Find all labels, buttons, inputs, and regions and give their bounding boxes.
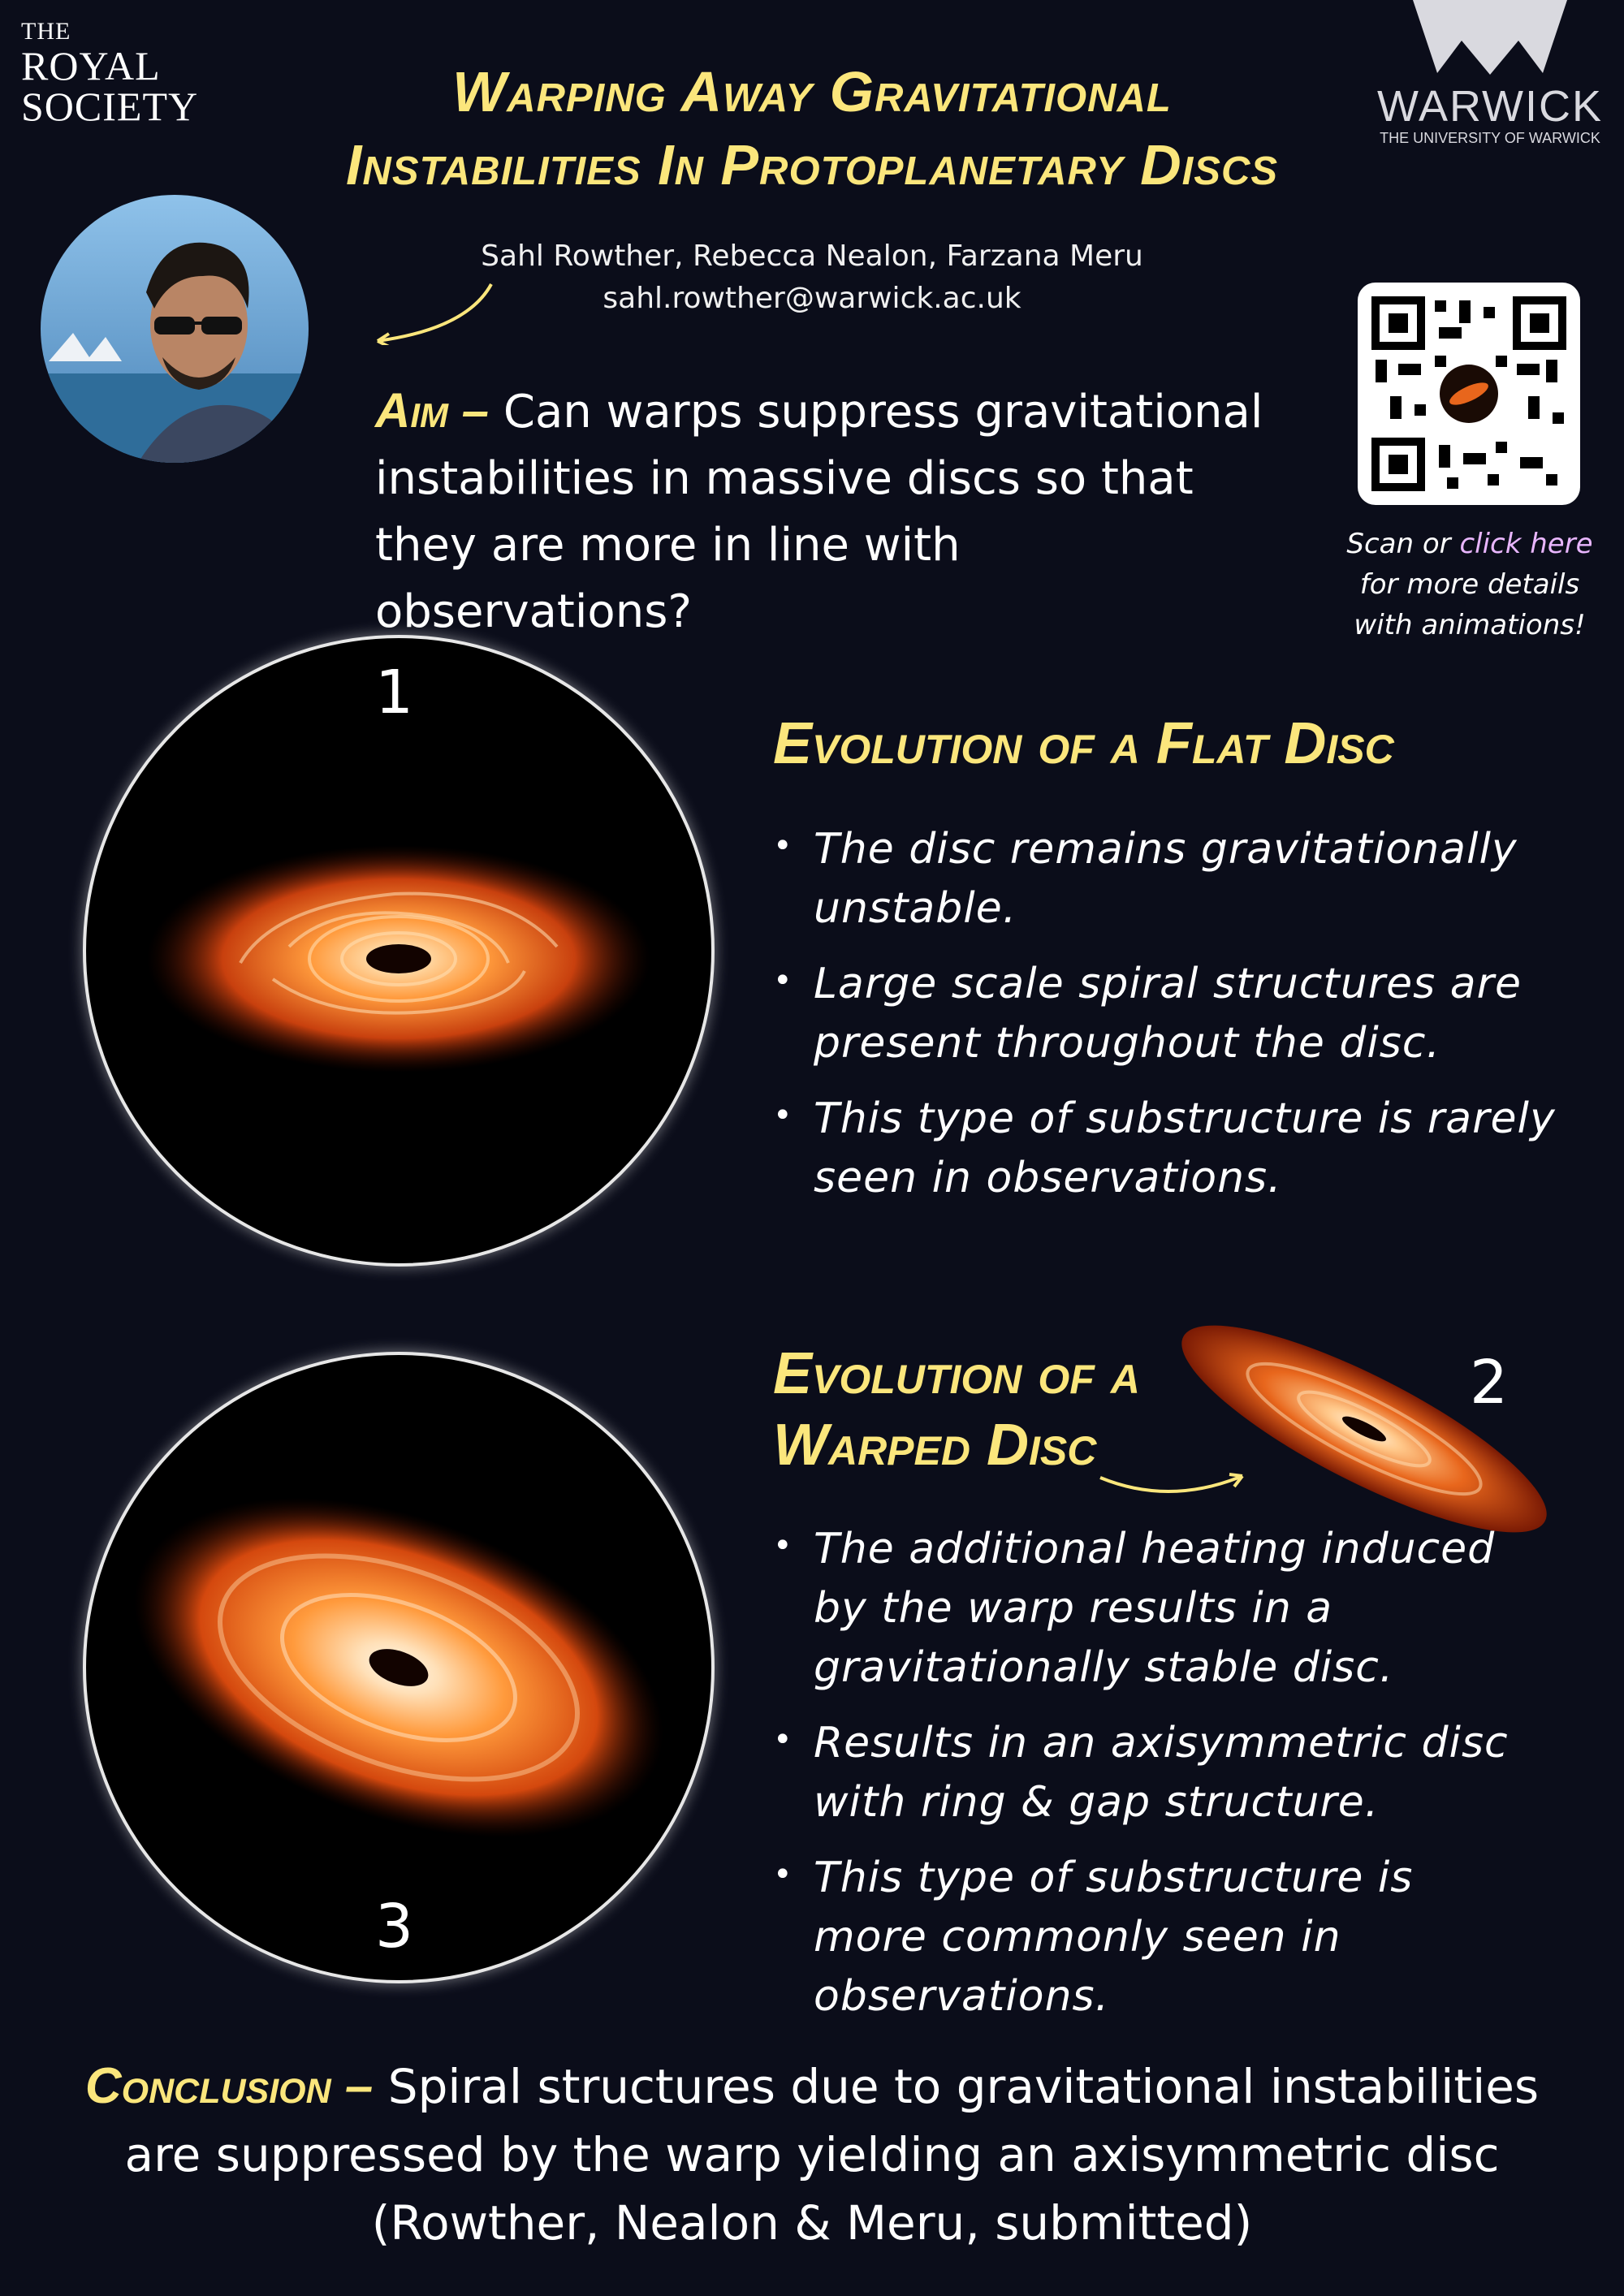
author-names: Sahl Rowther, Rebecca Nealon, Farzana Meru <box>481 240 1143 273</box>
figure-number-3: 3 <box>375 1892 414 1962</box>
scan-note <box>1340 524 1600 645</box>
royal-society-society: SOCIETY <box>21 84 199 129</box>
list-item: • Results in an axisymmetric disc with ring & gap structure. <box>773 1714 1536 1832</box>
warped-heading-line-2: Warped Disc <box>773 1413 1097 1478</box>
author-block <box>455 235 1169 320</box>
warwick-name: WARWICK <box>1377 82 1603 131</box>
author-email[interactable]: sahl.rowther@warwick.ac.uk <box>603 282 1021 315</box>
title-line-1: Warping Away Gravitational <box>452 60 1172 123</box>
arrow-to-photo-icon <box>369 280 499 345</box>
warped-heading-line-1: Evolution of a <box>773 1341 1140 1406</box>
warped-disc-heading <box>773 1338 1140 1481</box>
scan-line-3: with animations! <box>1354 609 1586 641</box>
aim-block <box>375 378 1268 645</box>
aim-text: Can warps suppress gravitational instabilities in massive discs so that they are more in line with observations? <box>375 386 1263 638</box>
list-item: • This type of substructure is more commonly seen in observations. <box>773 1849 1536 2026</box>
conclusion-text: Spiral structures due to gravitational instabilities are suppressed by the warp yielding an axisymmetric disc (Rowther, Nealon & Meru, submitted) <box>124 2059 1540 2251</box>
author-photo <box>41 195 309 463</box>
royal-society-logo <box>21 18 198 127</box>
flat-disc-image <box>83 635 715 1267</box>
poster-title <box>268 55 1356 201</box>
flat-disc-bullets <box>773 820 1585 1224</box>
scan-line-2: for more details <box>1359 568 1580 601</box>
royal-society-royal: ROYAL <box>21 43 161 88</box>
click-here-link[interactable]: click here <box>1459 528 1593 560</box>
qr-code[interactable] <box>1358 283 1580 505</box>
arrow-to-warped-image-icon <box>1096 1461 1259 1510</box>
list-item: • The additional heating induced by the warp results in a gravitationally stable disc. <box>773 1520 1536 1698</box>
list-item: • This type of substructure is rarely seen in observations. <box>773 1090 1585 1208</box>
warped-disc-image <box>83 1352 715 1983</box>
conclusion-label: Conclusion – <box>84 2058 374 2114</box>
flat-disc-heading: Evolution of a Flat Disc <box>773 711 1394 776</box>
figure-number-2: 2 <box>1470 1348 1509 1418</box>
aim-label: Aim – <box>375 383 490 438</box>
list-item: • Large scale spiral structures are present throughout the disc. <box>773 955 1585 1073</box>
scan-prefix: Scan or <box>1346 528 1451 560</box>
title-line-2: Instabilities In Protoplanetary Discs <box>345 133 1279 196</box>
list-item: • The disc remains gravitationally unstable. <box>773 820 1585 939</box>
warped-disc-bullets <box>773 1520 1536 2043</box>
royal-society-the: THE <box>21 18 71 45</box>
figure-number-1: 1 <box>375 658 414 727</box>
conclusion-block <box>65 2052 1559 2257</box>
warwick-subtitle: THE UNIVERSITY OF WARWICK <box>1380 130 1600 146</box>
